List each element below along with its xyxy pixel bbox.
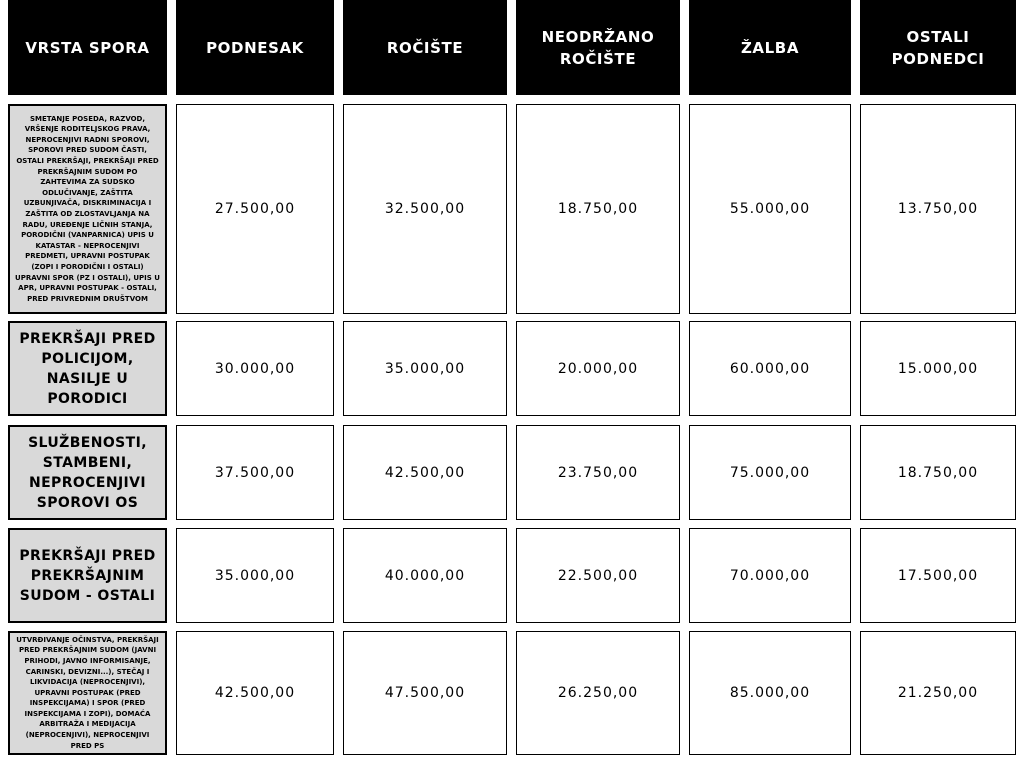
price-cell: 85.000,00	[689, 631, 851, 755]
price-cell: 35.000,00	[343, 321, 507, 416]
price-cell: 75.000,00	[689, 425, 851, 520]
price-cell: 42.500,00	[176, 631, 334, 755]
price-cell: 17.500,00	[860, 528, 1016, 623]
price-cell: 15.000,00	[860, 321, 1016, 416]
price-cell: 21.250,00	[860, 631, 1016, 755]
price-cell: 13.750,00	[860, 104, 1016, 314]
price-cell: 20.000,00	[516, 321, 680, 416]
row-label: UTVRĐIVANJE OČINSTVA, PREKRŠAJI PRED PREKRŠAJNIM SUDOM (JAVNI PRIHODI, JAVNO INFORMISANJE, CARINSKI, DEVIZNI...), STEČAJ I LIKVIDACIJA (NEPROCENJIVI), UPRAVNI POSTUPAK (PRED INSPEKCIJAMA) I SPOR (PRED INSPEKCIJAMA I ZOPI), DOMAĆA ARBITRAŽA I MEDIJACIJA (NEPROCENJIVI), NEPROCENJIVI PRED PS	[8, 631, 167, 755]
price-cell: 27.500,00	[176, 104, 334, 314]
price-cell: 18.750,00	[860, 425, 1016, 520]
row-label: PREKRŠAJI PRED PREKRŠAJNIM SUDOM - OSTALI	[8, 528, 167, 623]
header-zalba: ŽALBA	[689, 0, 851, 95]
row-label: PREKRŠAJI PRED POLICIJOM, NASILJE U PORODICI	[8, 321, 167, 416]
row-label: SMETANJE POSEDA, RAZVOD, VRŠENJE RODITELJSKOG PRAVA, NEPROCENJIVI RADNI SPOROVI, SPOROVI PRED SUDOM ČASTI, OSTALI PREKRŠAJI, PREKRŠAJI PRED PREKRŠAJNIM SUDOM PO ZAHTEVIMA ZA SUDSKO ODLUČIVANJE, ZAŠTITA UZBUNJIVAČA, DISKRIMINACIJA I ZAŠTITA OD ZLOSTAVLJANJA NA RADU, UREĐENJE LIČNIH STANJA, PORODIČNI (VANPARNICA) UPIS U KATASTAR - NEPROCENJIVI PREDMETI, UPRAVNI POSTUPAK (ZOPI I PORODIČNI I OSTALI) UPRAVNI SPOR (PZ I OSTALI), UPIS U APR, UPRAVNI POSTUPAK - OSTALI, PRED PRIVREDNIM DRUŠTVOM	[8, 104, 167, 314]
price-cell: 18.750,00	[516, 104, 680, 314]
header-vrsta-spora: VRSTA SPORA	[8, 0, 167, 95]
price-cell: 35.000,00	[176, 528, 334, 623]
header-podnesak: PODNESAK	[176, 0, 334, 95]
price-cell: 22.500,00	[516, 528, 680, 623]
price-cell: 32.500,00	[343, 104, 507, 314]
price-cell: 42.500,00	[343, 425, 507, 520]
price-cell: 37.500,00	[176, 425, 334, 520]
header-ostali-podnedci: OSTALI PODNEDCI	[860, 0, 1016, 95]
price-cell: 55.000,00	[689, 104, 851, 314]
price-cell: 30.000,00	[176, 321, 334, 416]
price-cell: 70.000,00	[689, 528, 851, 623]
header-neodrzano-rociste: NEODRŽANO ROČIŠTE	[516, 0, 680, 95]
price-cell: 60.000,00	[689, 321, 851, 416]
row-label: SLUŽBENOSTI, STAMBENI, NEPROCENJIVI SPOROVI OS	[8, 425, 167, 520]
price-cell: 26.250,00	[516, 631, 680, 755]
header-rociste: ROČIŠTE	[343, 0, 507, 95]
price-cell: 40.000,00	[343, 528, 507, 623]
price-cell: 23.750,00	[516, 425, 680, 520]
price-cell: 47.500,00	[343, 631, 507, 755]
